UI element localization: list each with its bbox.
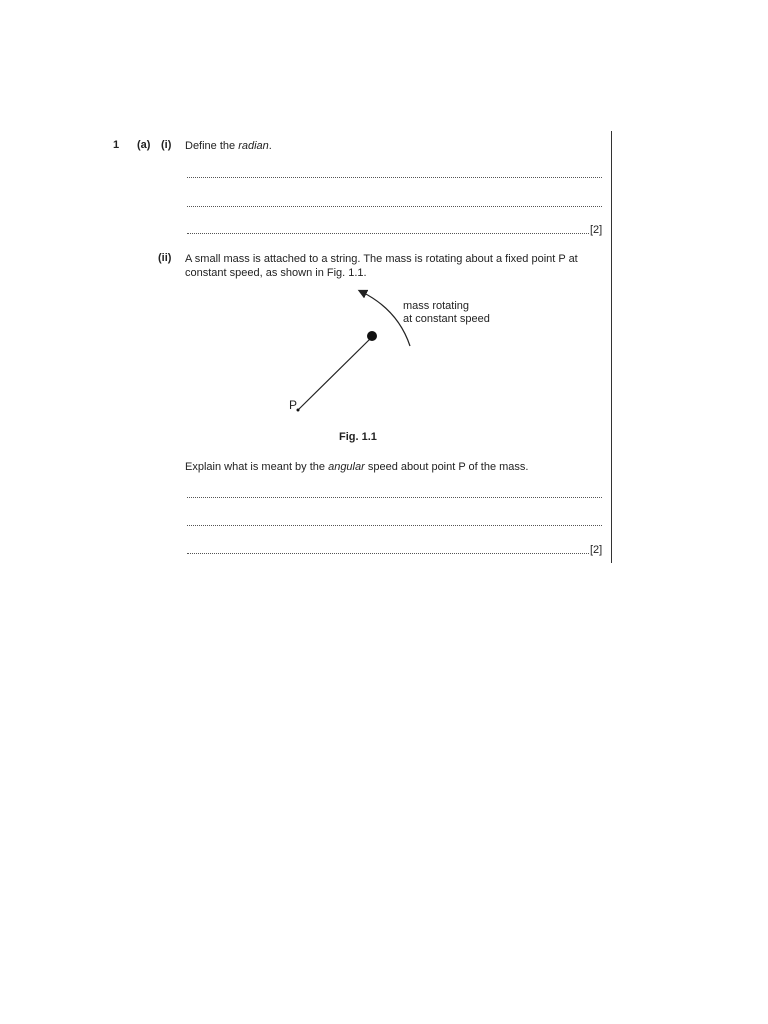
marks-i: [2] xyxy=(590,224,603,236)
point-p-label: P xyxy=(289,398,298,412)
figure-caption: Fig. 1.1 xyxy=(339,431,377,443)
prompt-ii-line2: constant speed, as shown in Fig. 1.1. xyxy=(185,267,367,279)
explain-suffix: speed about point P of the mass. xyxy=(364,461,529,473)
figure-annotation xyxy=(403,300,490,326)
subpart-i-label: (i) xyxy=(161,139,172,151)
annotation-line2: at constant speed xyxy=(403,313,490,325)
answer-line-ii-3[interactable] xyxy=(187,553,589,554)
subpart-ii-label: (ii) xyxy=(158,252,172,264)
mass-dot xyxy=(367,331,377,341)
prompt-i-suffix: . xyxy=(268,140,272,152)
prompt-i-prefix: Define the xyxy=(185,140,239,152)
string-line xyxy=(298,337,372,410)
annotation-line1: mass rotating xyxy=(403,300,470,312)
prompt-i-term: radian xyxy=(238,140,269,152)
question-number: 1 xyxy=(113,139,120,151)
question-part: (a) xyxy=(137,139,151,151)
marks-ii: [2] xyxy=(590,544,603,556)
explain-prefix: Explain what is meant by the xyxy=(185,461,329,473)
answer-line-ii-2[interactable] xyxy=(187,525,602,526)
answer-line-ii-1[interactable] xyxy=(187,497,602,498)
prompt-ii-line1: A small mass is attached to a string. The mass is rotating about a fixed point P at xyxy=(185,253,578,265)
explain-prompt xyxy=(185,460,528,474)
explain-term: angular xyxy=(328,461,365,473)
